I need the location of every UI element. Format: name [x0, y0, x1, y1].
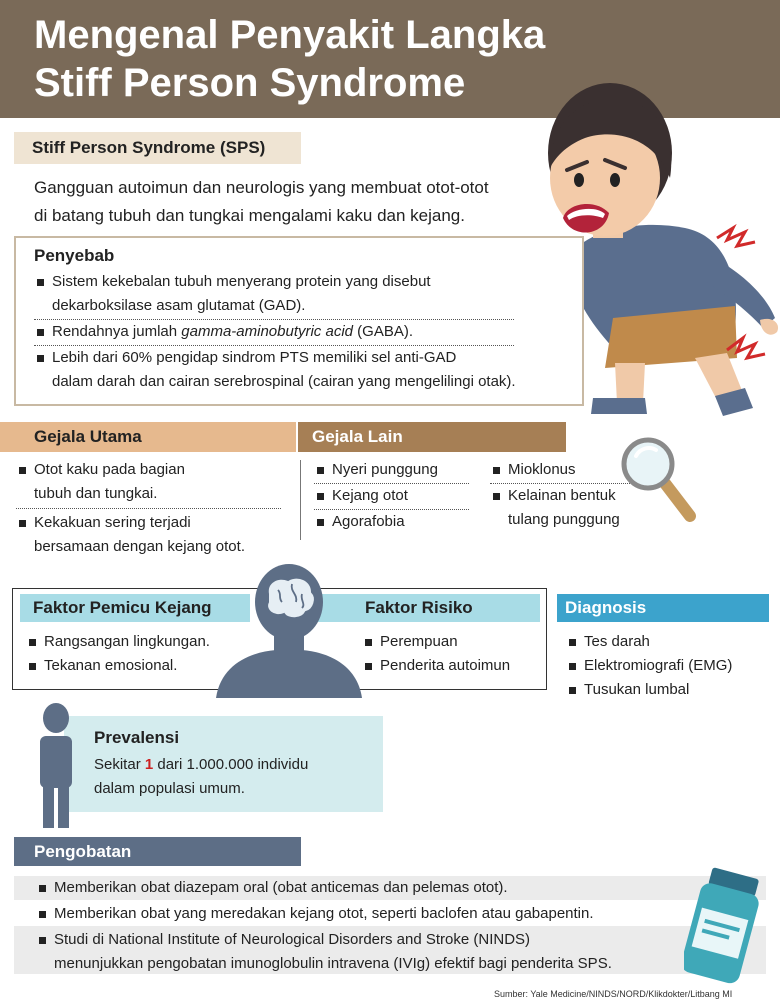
diagnosis-list — [566, 630, 766, 702]
diagnosis-header: Diagnosis — [557, 594, 769, 622]
person-icon — [34, 702, 78, 828]
list-item: Studi di National Institute of Neurological Disorders and Stroke (NINDS) menunjukkan pengobatan imunoglobulin intravena (IVIg) efektif bagi penderita SPS. — [36, 928, 716, 976]
list-item: Kekakuan sering terjadi bersamaan dengan kejang otot. — [16, 511, 281, 559]
pengobatan-list — [36, 876, 716, 976]
divider — [300, 460, 301, 540]
list-item: Otot kaku pada bagian tubuh dan tungkai. — [16, 458, 281, 509]
pemicu-list — [26, 630, 226, 678]
prevalensi-number: 1 — [144, 756, 154, 773]
prevalensi-text: Sekitar 1 dari 1.000.000 individu dalam populasi umum. — [94, 756, 309, 797]
list-item: Rendahnya jumlah gamma-aminobutyric acid (GABA). — [34, 320, 514, 346]
sps-tag: Stiff Person Syndrome (SPS) — [14, 132, 301, 164]
gejala-utama-list — [16, 458, 281, 559]
list-item: Perempuan — [362, 630, 542, 654]
pengobatan-header: Pengobatan — [14, 837, 301, 866]
list-item: Memberikan obat diazepam oral (obat anticemas dan pelemas otot). — [36, 876, 716, 900]
gejala-lain-col1 — [314, 458, 469, 534]
magnifier-icon — [620, 434, 700, 524]
list-item: Tes darah — [566, 630, 766, 654]
list-item: Kejang otot — [314, 484, 469, 510]
pemicu-header: Faktor Pemicu Kejang — [20, 594, 250, 622]
gejala-lain-col2 — [490, 458, 640, 532]
head-brain-icon — [216, 564, 362, 698]
list-item: Sistem kekebalan tubuh menyerang protein yang disebut dekarboksilase asam glutamat (GAD). — [34, 270, 514, 320]
page-title-line1: Mengenal Penyakit Langka — [34, 13, 546, 57]
risiko-header: Faktor Risiko — [300, 594, 540, 622]
list-item: Nyeri punggung — [314, 458, 469, 484]
list-item: Mioklonus — [490, 458, 640, 484]
prevalensi-title: Prevalensi — [94, 728, 180, 747]
penyebab-title: Penyebab — [34, 246, 115, 265]
list-item: Memberikan obat yang meredakan kejang otot, seperti baclofen atau gabapentin. — [36, 902, 716, 926]
list-item: Tusukan lumbal — [566, 678, 766, 702]
page-title-line2: Stiff Person Syndrome — [34, 61, 466, 105]
list-item: Elektromiografi (EMG) — [566, 654, 766, 678]
sps-description: Gangguan autoimun dan neurologis yang membuat otot-otot di batang tubuh dan tungkai mengalami kaku dan kejang. — [34, 178, 489, 225]
list-item: Agorafobia — [314, 510, 469, 534]
list-item: Lebih dari 60% pengidap sindrom PTS memiliki sel anti-GAD dalam darah dan cairan serebrospinal (cairan yang mengelilingi otak). — [34, 346, 514, 394]
gejala-utama-header: Gejala Utama — [0, 422, 296, 452]
list-item: Tekanan emosional. — [26, 654, 226, 678]
source-credit: Sumber: Yale Medicine/NINDS/NORD/Klikdokter/Litbang MI — [494, 989, 733, 999]
list-item: Penderita autoimun — [362, 654, 542, 678]
gejala-lain-header: Gejala Lain — [298, 422, 566, 452]
risiko-list — [362, 630, 542, 678]
medicine-bottle-icon — [684, 866, 764, 986]
list-item: Kelainan bentuk tulang punggung — [490, 484, 640, 532]
list-item: Rangsangan lingkungan. — [26, 630, 226, 654]
penyebab-list — [34, 270, 514, 394]
